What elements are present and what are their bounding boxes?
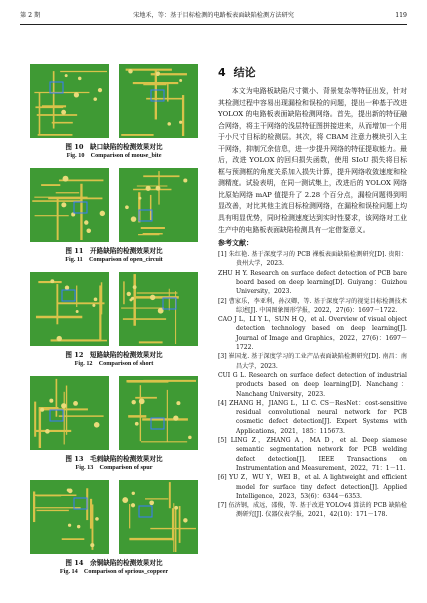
solder-pad [150,295,155,300]
figure-image-pair [30,480,200,554]
reference-item: [3] 崔国龙. 基于深度学习的工业产品表面缺陷检测研究[D]. 南昌：南昌大学，2023. [218,353,407,370]
pcb-image-original [30,272,109,346]
pcb-texture [30,480,109,554]
solder-pad [139,197,142,200]
solder-pad [131,297,134,300]
figure-11 [20,168,208,272]
solder-pad [68,524,71,527]
solder-pad [183,178,187,182]
pcb-texture [119,168,198,242]
pcb-image-improved [119,480,198,554]
pcb-substrate [30,64,109,138]
solder-pad [149,500,154,505]
figure-10 [20,64,208,168]
solder-pad [92,304,95,307]
solder-pad [179,121,182,124]
solder-pad [90,543,94,547]
figure-caption-en: Fig. 13 Comparison of spur [75,464,153,471]
pcb-image-improved [119,64,198,138]
solder-pad [40,408,44,412]
figure-caption-en: Fig. 11 Comparison of open_circuit [65,256,163,263]
pcb-texture [30,64,109,138]
solder-pad [174,506,178,510]
solder-pad [94,422,100,428]
reference-item: [1] 朱红艳. 基于深度学习的 PCB 裸板表面缺陷检测研究[D]. 贵阳：贵州大学，2023. [218,251,407,268]
pcb-substrate [30,272,109,346]
pcb-substrate [119,376,198,450]
solder-pad [94,298,98,302]
solder-pad [63,176,69,182]
solder-pad [61,403,66,408]
solder-pad [176,401,180,405]
pcb-image-original [30,168,109,242]
solder-pad [100,211,105,216]
solder-pad [179,79,182,82]
solder-pad [146,186,151,191]
figure-image-pair [30,272,200,346]
pcb-texture [30,168,109,242]
solder-pad [95,517,99,521]
running-header [20,10,407,25]
reference-item: ZHU H Y. Research on surface defect detection of PCB bare board based on deep learning[D]. Guiyang：Guizhou University，2023. [218,269,407,296]
solder-pad [65,74,68,77]
figure-caption-en: Fig. 12 Comparison of short [74,360,154,367]
solder-pad [128,69,133,74]
section-heading [218,64,407,80]
solder-pad [156,72,160,76]
reference-item: [5] LING Z，ZHANG A，MA D，et al. Deep siamese semantic segmentation network for PCB welding defect detection[J]. IEEE Transactions on Instrumentation and Measurement，2022，71：1－11. [218,437,407,472]
solder-pad [77,525,80,528]
figure-13 [20,376,208,480]
solder-pad [131,216,137,222]
pcb-substrate [30,168,109,242]
solder-pad [61,202,66,207]
solder-pad [188,436,192,440]
solder-pad [86,228,91,233]
solder-pad [132,400,136,404]
pcb-substrate [30,376,109,450]
solder-pad [173,415,178,420]
solder-pad [98,88,102,92]
figure-caption-cn: 图 14 余铜缺陷的检测效果对比 [65,559,163,567]
solder-pad [127,292,131,296]
solder-pad [61,110,66,115]
reference-item: [4] ZHANG H，JIANG L，LI C. CS－ResNet：cost-sensitive residual convolutional neural network for PCB cosmetic defect detection[J]. Expert Systems with Applications，2021，185：115673. [218,399,407,435]
figure-caption-cn: 图 11 开路缺陷的检测效果对比 [65,247,163,255]
solder-pad [167,122,171,126]
figure-image-pair [30,376,200,450]
pcb-texture [119,480,198,554]
reference-item: CUI G L. Research on surface defect detection of industrial products based on deep learning[D]. Nanchang：Nanchang University，2023. [218,371,407,398]
text-column [218,56,407,520]
page-number: 119 [395,12,407,19]
solder-pad [67,489,70,492]
reference-item: [2] 曹家乐，李亚利，孙汉卿，等. 基于深度学习的视觉目标检测技术综述[J]. 中国图象图形学报，2022，27(6)：1697－1722. [218,297,407,314]
pcb-texture [119,376,198,450]
figure-14 [20,480,208,584]
pcb-texture [30,272,109,346]
solder-pad [122,497,128,503]
reference-list [218,250,407,520]
figure-caption-cn: 图 12 短路缺陷的检测效果对比 [65,351,163,359]
figure-caption-cn: 图 10 缺口缺陷的检测效果对比 [65,143,163,151]
figure-image-pair [30,64,200,138]
solder-pad [65,286,69,290]
pcb-texture [119,64,198,138]
solder-pad [84,220,88,224]
pcb-image-improved [119,376,198,450]
running-title: 宋地禾，等：基于目标检测的电路板表面缺陷检测方法研究 [133,12,294,19]
pcb-image-improved [119,168,198,242]
figure-image-pair [30,168,200,242]
solder-pad [93,97,97,101]
solder-pad [74,92,79,97]
reference-item: CAO J L，LI Y L，SUN H Q，et al. Overview of visual object detection technology based on deep learning[J]. Journal of Image and Graphics，2022，27(6)：1697－1722. [218,316,407,352]
pcb-image-original [30,480,109,554]
figure-12 [20,272,208,376]
solder-pad [73,401,78,406]
pcb-texture [30,376,109,450]
solder-pad [76,310,79,313]
solder-pad [133,285,137,289]
solder-pad [49,399,53,403]
solder-pad [78,77,82,81]
section-number: 4 [218,66,226,79]
solder-pad [139,398,145,404]
solder-pad [156,186,161,191]
solder-pad [50,279,54,283]
solder-pad [45,429,50,434]
pcb-substrate [119,480,198,554]
solder-pad [57,336,62,341]
figure-caption-cn: 图 13 毛刺缺陷的检测效果对比 [65,455,163,463]
reference-item: [7] 伍济钢，成远，邵俊，等. 基于改进 YOLOv4 算法的 PCB 缺陷检测研究[J]. 仪器仪表学报，2021，42(10)：171－178. [218,502,407,519]
section-title: 结论 [233,66,256,79]
issue-number: 第 2 期 [20,12,41,19]
conclusion-paragraph: 本文为电路板缺陷尺寸微小、背景复杂等特征出发，针对其检测过程中容易出现漏检和误检的问题，提出一种基于改进 YOLOX 的电路板表面缺陷检测网络。首先，提出新的特征融合网络，将主干网络的浅层特征图拼接进来，从而增加一个用于小尺寸目标的检测层。其次，将 CBAM 注意力模块引入主干网络，抑制冗余信息，进一步提升网络的特征提取能力。最后，改进 YOLOX 的回归损失函数，使用 SIoU 损失将目标框与预测框的角度关系加入损失计算，提升网络收敛速度和检测精度。试验表明，在同一测试集上，改进后的 YOLOX 网络比原始网络 mAP 值提升了 2.28 个百分点，漏检问题得到明显改善，对比其他主流目标检测网络，在漏检和误检问题上均具有明显优势，同时检测速度达到实时性要求，该网络对工业生产中的电路板表面缺陷检测具有一定借鉴意义。 [218,87,407,234]
pcb-texture [119,272,198,346]
figure-column [20,64,208,584]
solder-pad [131,503,135,507]
pcb-image-original [30,64,109,138]
pcb-image-original [30,376,109,450]
pcb-image-improved [119,272,198,346]
solder-pad [135,422,139,426]
figure-caption-en: Fig. 14 Comparison of sprious_coppeer [59,568,169,575]
solder-pad [183,518,187,522]
solder-pad [132,492,135,495]
solder-pad [125,205,129,209]
figure-caption-en: Fig. 10 Comparison of mouse_bite [66,152,162,159]
references-heading: 参考文献： [218,239,253,248]
reference-item: [6] YU Z，WU Y，WEI B，et al. A lightweight and efficient model for surface tiny defect detection[J]. Applied Intelligence，2023，53(6)：6344－6353. [218,474,407,500]
